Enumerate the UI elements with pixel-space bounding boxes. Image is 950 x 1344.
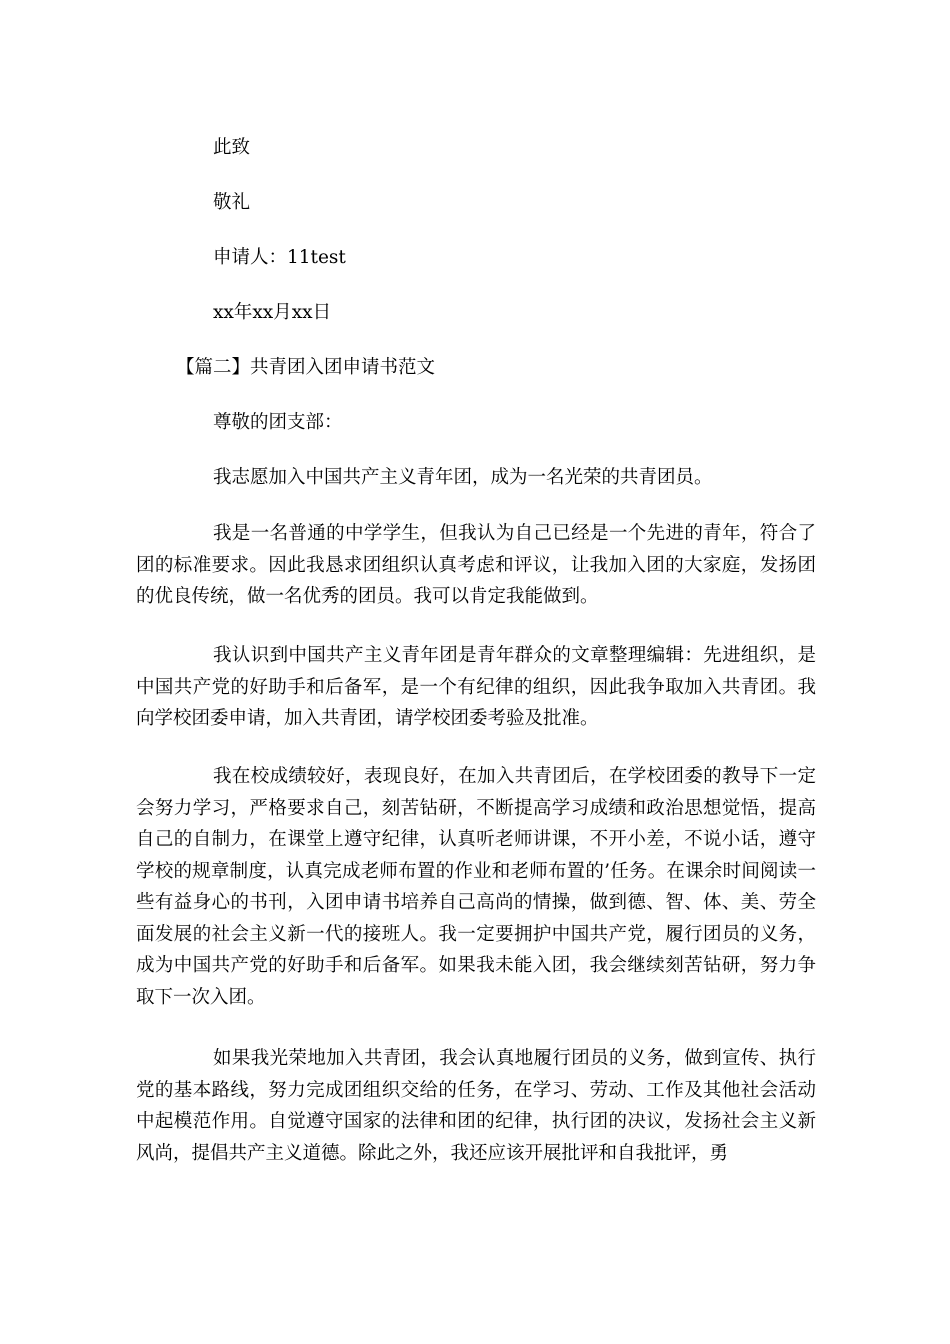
paragraph-body: 我是一名普通的中学学生，但我认为自己已经是一个先进的青年，符合了团的标准要求。因此我恳求团组织认真考虑和评议，让我加入团的大家庭，发扬团的优良传统，做一名优秀的团员。我可以肯定我能做到。 [136, 523, 816, 607]
paragraph-body: 如果我光荣地加入共青团，我会认真地履行团员的义务，做到宣传、执行党的基本路线，努力完成团组织交给的任务，在学习、劳动、工作及其他社会活动中起模范作用。自觉遵守国家的法律和团的纪律，执行团的决议，发扬社会主义新风尚，提倡共产主义道德。除此之外，我还应该开展批评和自我批评，勇 [136, 1048, 816, 1164]
closing-cizhi: 此致 [213, 137, 251, 158]
letter-date: xx年xx月xx日 [213, 302, 332, 323]
paragraph-body: 我在校成绩较好，表现良好，在加入共青团后，在学校团委的教导下一定会努力学习，严格要求自己，刻苦钻研，不断提高学习成绩和政治思想觉悟，提高自己的自制力，在课堂上遵守纪律，认真听老师讲课，不开小差，不说小话，遵守学校的规章制度，认真完成老师布置的作业和老师布置的’任务。在课余时间阅读一些有益身心的书刊，入团申请书培养自己高尚的情操，做到德、智、体、美、劳全面发展的社会主义新一代的接班人。我一定要拥护中国共产党，履行团员的义务，成为中国共产党的好助手和后备军。如果我未能入团，我会继续刻苦钻研，努力争取下一次入团。 [136, 766, 816, 1008]
paragraph-body: 我认识到中国共产主义青年团是青年群众的文章整理编辑：先进组织，是中国共产党的好助手和后备军，是一个有纪律的组织，因此我争取加入共青团。我向学校团委申请，加入共青团，请学校团委考验及批准。 [136, 645, 816, 729]
section-heading: 【篇二】共青团入团申请书范文 [176, 357, 436, 378]
applicant-signature: 申请人：11test [213, 247, 346, 268]
closing-jingli: 敬礼 [213, 192, 251, 213]
salutation: 尊敬的团支部： [213, 412, 343, 433]
paragraph-intro: 我志愿加入中国共产主义青年团，成为一名光荣的共青团员。 [213, 467, 713, 488]
